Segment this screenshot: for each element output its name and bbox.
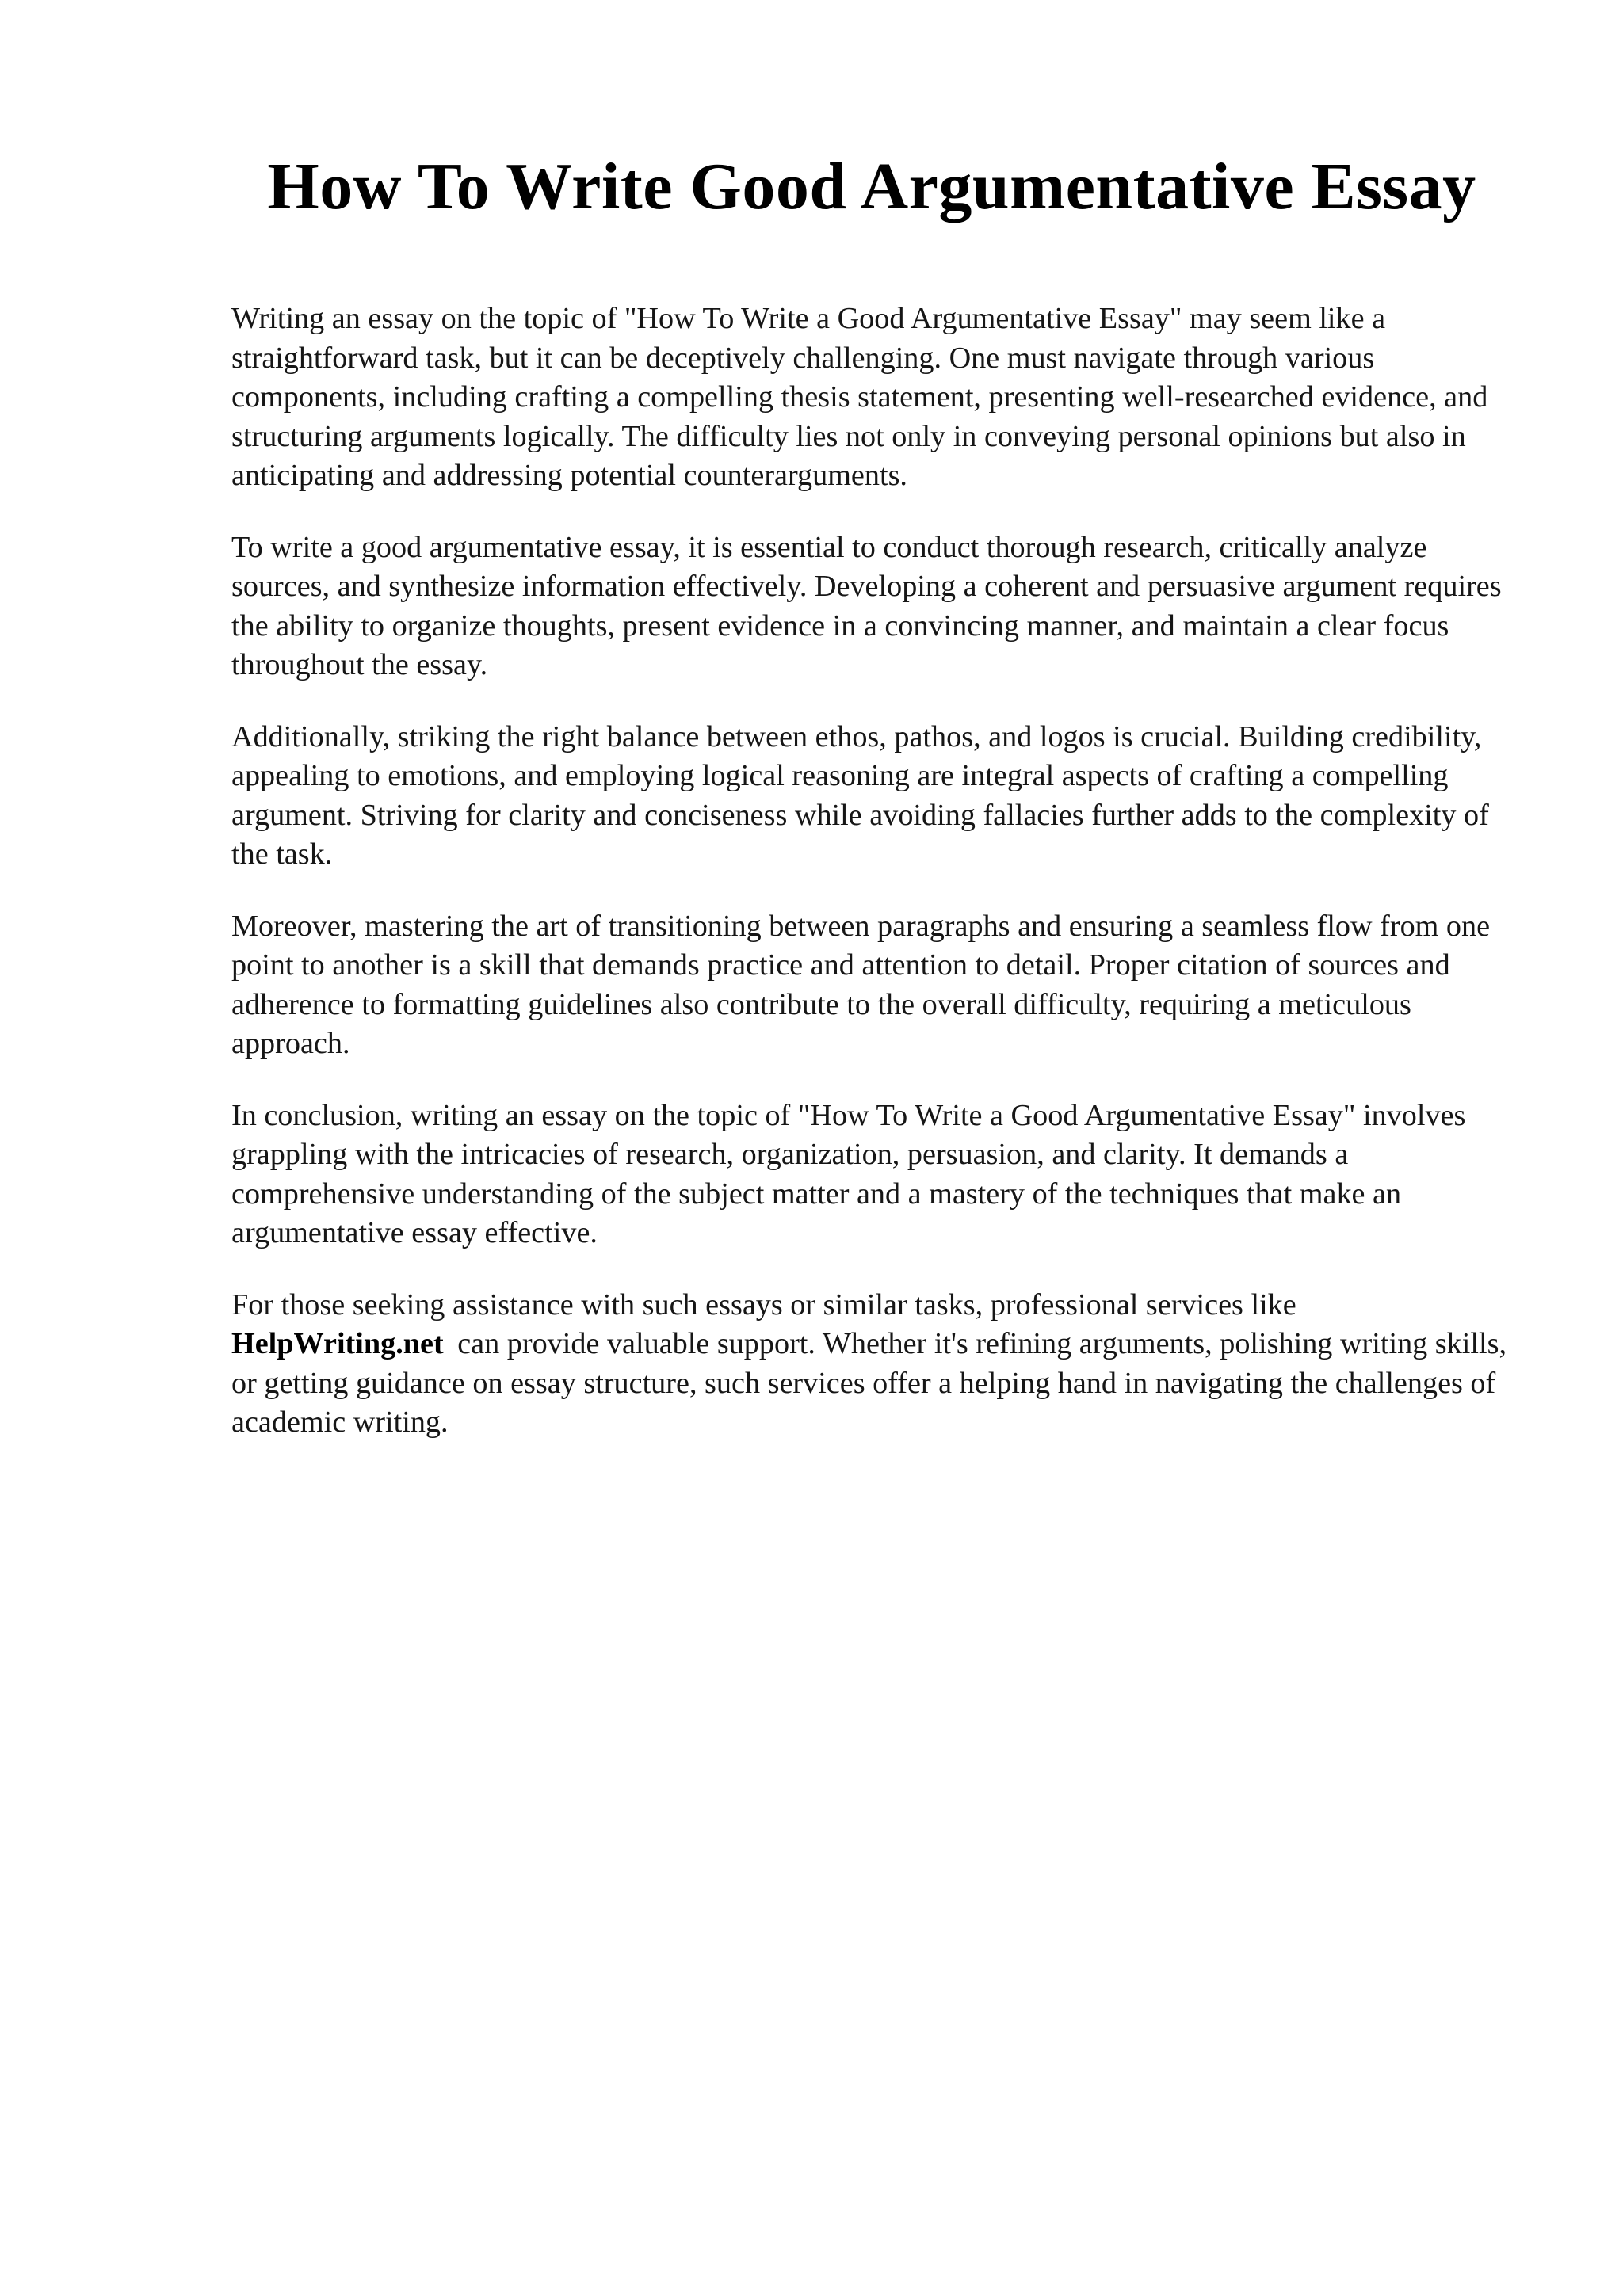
paragraph-6-intro: For those seeking assistance with such essays or similar tasks, professional services like (231, 1287, 1296, 1322)
brand-link[interactable]: HelpWriting.net (231, 1327, 444, 1360)
paragraph-3: Additionally, striking the right balance between ethos, pathos, and logos is crucial. Building credibility, appealing to emotions, and employing logical reasoning are integral aspects of crafting a compelling argument. Striving for clarity and conciseness while avoiding fallacies further adds to the complexity of the task. (231, 719, 1489, 871)
paragraph-5: In conclusion, writing an essay on the topic of "How To Write a Good Argumentative Essay" involves grappling with the intricacies of research, organization, persuasion, and clarity. It demands a comprehensive understanding of the subject matter and a mastery of the techniques that make an argumentative essay effective. (231, 1098, 1466, 1249)
paragraph-2: To write a good argumentative essay, it is essential to conduct thorough research, critically analyze sources, and synthesize information effectively. Developing a coherent and persuasive argument requires the ability to organize thoughts, present evidence in a convincing manner, and maintain a clear focus throughout the essay. (231, 530, 1502, 681)
paragraph-4: Moreover, mastering the art of transitioning between paragraphs and ensuring a seamless flow from one point to another is a skill that demands practice and attention to detail. Proper citation of sources and adherence to formatting guidelines also contribute to the overall difficulty, requiring a meticulous approach. (231, 909, 1491, 1060)
essay-body (231, 299, 1509, 1475)
paragraph-1: Writing an essay on the topic of "How To Write a Good Argumentative Essay" may seem like a straightforward task, but it can be deceptively challenging. One must navigate through various components, including crafting a compelling thesis statement, presenting well-researched evidence, and structuring arguments logically. The difficulty lies not only in conveying personal opinions but also in anticipating and addressing potential counterarguments. (231, 302, 1488, 492)
paragraph-6 (231, 1286, 1509, 1443)
page-title: How To Write Good Argumentative Essay (267, 150, 1476, 223)
paragraph-6-rest: can provide valuable support. Whether it's refining arguments, polishing writing skills, or getting guidance on essay structure, such services offer a helping hand in navigating the challenges of academic writing. (231, 1327, 1507, 1439)
